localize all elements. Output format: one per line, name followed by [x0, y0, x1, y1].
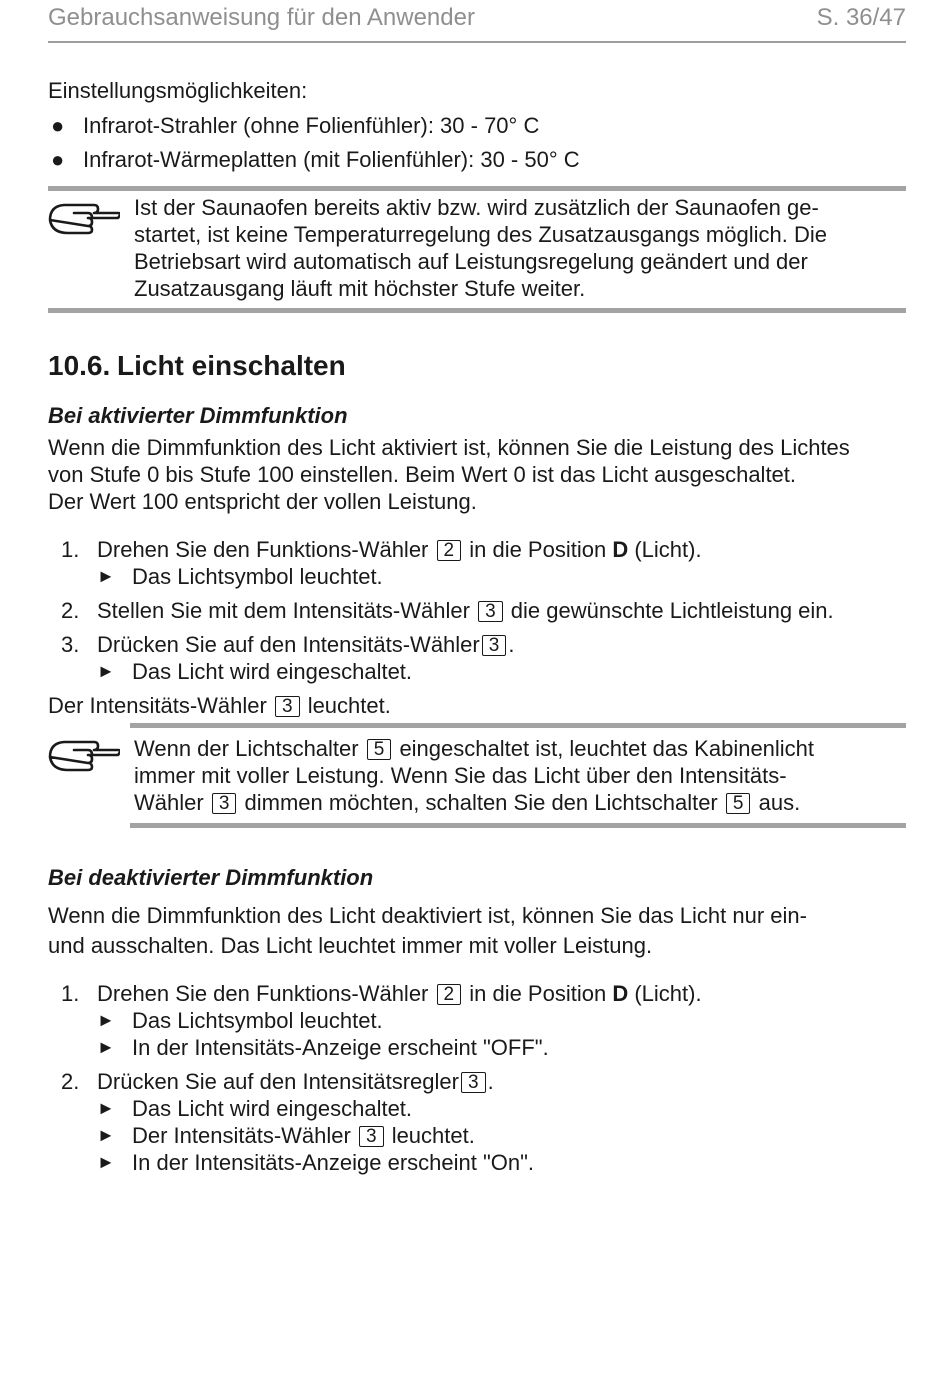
list-item: 2. Drücken Sie auf den Intensitätsregler 3 . ► Das Licht wird eingeschaltet. ► Der Intensitäts-Wähler 3 leuchtet. ► In der Intensitäts-Anzeige erscheint "On".	[48, 1068, 906, 1176]
manual-page	[48, 0, 906, 1176]
reference-box: 3	[478, 601, 503, 622]
reference-box: 5	[367, 739, 392, 760]
list-item: 2. Stellen Sie mit dem Intensitäts-Wähler 3 die gewünschte Lichtleistung ein.	[61, 598, 834, 623]
settings-list	[48, 109, 906, 177]
divider	[48, 308, 906, 313]
arrow-icon: ►	[97, 1125, 115, 1145]
subheading-dimm-off: Bei deaktivierter Dimmfunktion	[48, 865, 374, 890]
document-title: Gebrauchsanweisung für den Anwender	[48, 4, 475, 31]
note-text: Wenn der Lichtschalter 5 eingeschaltet ist, leuchtet das Kabinenlicht immer mit voller Leistung. Wenn Sie das Licht über den Intensitäts- Wähler 3 dimmen möchten, schalten Sie den Lichtschalter 5 aus.	[134, 736, 815, 815]
pointing-hand-icon	[48, 733, 120, 773]
list-item: 3. Drücken Sie auf den Intensitäts-Wähler 3 . ► Das Licht wird eingeschaltet.	[48, 631, 906, 685]
list-item: ● Infrarot-Strahler (ohne Folienfühler): 30 - 70° C	[48, 109, 906, 143]
list-item: ● Infrarot-Wärmeplatten (mit Folienfühler): 30 - 50° C	[48, 143, 906, 177]
settings-intro: Einstellungsmöglichkeiten:	[48, 78, 308, 103]
arrow-icon: ►	[97, 1152, 115, 1172]
arrow-icon: ►	[97, 1010, 115, 1030]
bullet-icon: ●	[51, 113, 65, 138]
note-box	[48, 186, 906, 313]
reference-box: 5	[726, 793, 751, 814]
arrow-icon: ►	[97, 661, 115, 681]
reference-box: 2	[437, 540, 462, 561]
arrow-icon: ►	[97, 1037, 115, 1057]
result-line: ► In der Intensitäts-Anzeige erscheint "On".	[97, 1150, 535, 1175]
note-box	[48, 723, 906, 828]
page-number: S. 36/47	[816, 4, 906, 31]
bullet-icon: ●	[51, 147, 65, 172]
page-header	[48, 0, 906, 43]
note-text: Ist der Saunaofen bereits aktiv bzw. wird zusätzlich der Saunaofen ge- startet, ist keine Temperaturregelung des Zusatzausgangs möglich. Die Betriebsart wird automatisch auf Leistungsregelung geändert und der Zusatzausgang läuft mit höchster Stufe weiter.	[134, 195, 827, 301]
divider	[130, 823, 906, 828]
result-line: ► Das Lichtsymbol leuchtet.	[97, 564, 383, 589]
result-line: ► In der Intensitäts-Anzeige erscheint "OFF".	[97, 1035, 549, 1060]
result-line: ► Das Lichtsymbol leuchtet.	[97, 1008, 383, 1033]
reference-box: 3	[461, 1072, 486, 1093]
reference-box: 3	[482, 635, 507, 656]
reference-box: 3	[359, 1126, 384, 1147]
result-line: ► Das Licht wird eingeschaltet.	[97, 1096, 413, 1121]
list-item: 1. Drehen Sie den Funktions-Wähler 2 in die Position D (Licht). ► Das Lichtsymbol leuchtet.	[48, 536, 906, 590]
arrow-icon: ►	[97, 566, 115, 586]
subheading-dimm-on: Bei aktivierter Dimmfunktion	[48, 403, 348, 428]
reference-box: 2	[437, 984, 462, 1005]
dimm-on-description: Wenn die Dimmfunktion des Licht aktiviert ist, können Sie die Leistung des Lichtes von Stufe 0 bis Stufe 100 einstellen. Beim Wert 0 ist das Licht ausgeschaltet. Der Wert 100 entspricht der vollen Leistung.	[48, 435, 850, 514]
result-line: ► Der Intensitäts-Wähler 3 leuchtet.	[97, 1123, 475, 1148]
reference-box: 3	[275, 696, 300, 717]
arrow-icon: ►	[97, 1098, 115, 1118]
dimm-off-description: Wenn die Dimmfunktion des Licht deaktiviert ist, können Sie das Licht nur ein- und ausschalten. Das Licht leuchtet immer mit voller Leistung.	[48, 903, 807, 958]
pointing-hand-icon	[48, 196, 120, 236]
steps-dimm-on	[48, 536, 906, 685]
reference-box: 3	[212, 793, 237, 814]
list-item: 1. Drehen Sie den Funktions-Wähler 2 in die Position D (Licht). ► Das Lichtsymbol leuchtet. ► In der Intensitäts-Anzeige erscheint "OFF".	[48, 980, 906, 1061]
dimm-on-after: Der Intensitäts-Wähler 3 leuchtet.	[48, 693, 391, 718]
steps-dimm-off	[48, 980, 906, 1176]
result-line: ► Das Licht wird eingeschaltet.	[97, 659, 413, 684]
section-heading: 10.6. Licht einschalten	[48, 350, 346, 381]
